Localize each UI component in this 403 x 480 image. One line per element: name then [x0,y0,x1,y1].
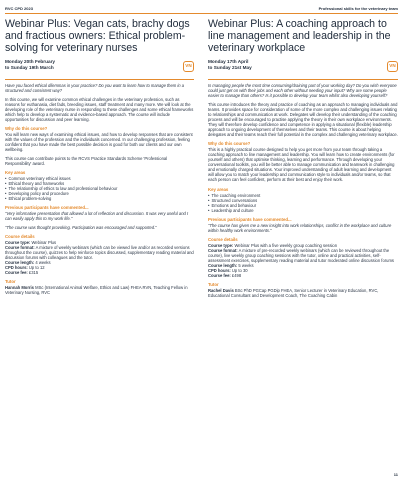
why-heading: Why do this course? [5,126,48,132]
section-divider [208,79,398,80]
header-rule [5,13,398,14]
detail-course-type: Course type: Webinar Plus [5,239,57,245]
tutor-heading: Tutor [208,282,219,288]
list-item: • The relationship of ethics to law and professional behaviour [5,186,194,191]
course-title: Webinar Plus: A coaching approach to line management and leadership in the veterinary workplace [208,18,391,55]
previous-participants-heading: Previous participants have commented... [5,205,89,211]
why-text: You will learn new ways of examining ethical issues, and how to develop responses that are consistent with the values of the profession and the individuals concerned. In our challenging profession, feeling confident that you have made the best possible decision is good for both our clients and our own wellbeing. [5,132,193,153]
date-start: Monday 17th April [208,58,249,64]
course-dates [5,59,194,79]
detail-course-fee: Course fee: £315 [5,269,39,275]
intro-text: This course introduces the theory and practice of coaching as an approach to managing individuals and teams. It provides space for consideration of some of the more complex and challenging issues relating to relationships and communication at work. Delegates will develop their understanding of the coaching process and will be encouraged to practise applying the theory in their own workplace environments. They will therefore develop confidence and competence in applying a situational (flexible) leadership approach to ongoing development of themselves and their teams. This course is about helping delegates and their teams reach their full potential in the complex and challenging veterinary workplace. [208,101,398,138]
page-header [5,4,398,12]
intro-question: Is managing people the most time consuming/draining part of your working day? Do you wish everyone could just get on with their jobs and each other without needing your input? Why are some people easier to manage than others? Is it possible to develop your team whilst also developing yourself? [208,83,397,99]
date-end: to Sunday 19th March [5,64,54,70]
section-divider [5,79,194,80]
key-areas-list [208,193,398,213]
why-heading: Why do this course? [208,141,251,147]
detail-course-length: Course length: 5 weeks [208,262,254,268]
date-start: Monday 20th February [5,58,56,64]
list-item: • Common veterinary ethical issues [5,176,194,181]
list-item: • Leadership and culture [208,208,398,213]
course-dates [208,59,398,79]
testimonial-quote: "The course has given me a new insight into work relationships, conflict in the workplace and culture within healthy work environments." [208,222,392,233]
scheme-text: This course can contribute points to the RCVS Practice Standards Scheme 'Professional Responsibility' award. [5,155,168,166]
detail-cpd-hours: CPD hours: Up to 12 [5,264,45,270]
course-vegan-cats [5,18,194,295]
detail-course-fee: Course fee: £498 [208,273,242,279]
list-item: • Ethical theory and frameworks [5,181,194,186]
list-item: • The coaching environment [208,193,398,198]
tutor-info: Hannah Morris MSc (International Animal Welfare, Ethics and Law) FHEA RVN, Teaching Fellow in Veterinary Nursing, RVC [5,285,188,296]
detail-cpd-hours: CPD hours: Up to 30 [208,268,248,274]
tutor-heading: Tutor [5,279,16,285]
intro-question: Have you faced ethical dilemmas in your practice? Do you want to learn how to manage them in a structured and consistent way? [5,83,185,94]
detail-course-type: Course type: Webinar Plus with a five weekly group coaching session [208,242,338,248]
list-item: • Structured conversations [208,198,398,203]
course-details-heading: Course details [5,233,35,239]
list-item: • Developing policy and procedure [5,191,194,196]
vn-badge-icon: VN [387,61,398,72]
intro-text: In this course, we will examine common ethical challenges in the veterinary profession, such as reasons for euthanasia, diet fads, breeding issues, staff treatment and many more. We will look at the developing role of the veterinary nurse in responding to these challenges and some ethical frameworks which help to develop a systematic and evidence-based approach. The course will include opportunities for discussion and peer learning. [5,96,194,122]
testimonial-quote: "The course was thought provoking. Participation was encouraged and supported." [5,224,157,230]
previous-participants-heading: Previous participants have commented... [208,216,292,222]
key-areas-list [5,176,194,201]
course-coaching [208,18,398,298]
list-item: • Emotions and behaviour [208,203,398,208]
testimonial-quote: "Very informative presentation that allowed a lot of reflection and discussion. It was very useful and I can easily apply this to my work life." [5,211,189,222]
key-areas-heading: Key areas [208,186,229,192]
key-areas-heading: Key areas [5,169,26,175]
detail-course-format: Course format: A mixture of pre-recorded weekly webinars (which can be reviewed throughout the course), live weekly group coaching sessions with the tutor, online and practical activities, self-assessment exercises, supplementary reading material and tutor moderated online discussion forums [208,247,394,263]
detail-course-length: Course length: 4 weeks [5,259,51,265]
tutor-info: Rachel Davis BSc PhD PGCap PGDip FHEA, Senior Lecturer in Veterinary Education, RVC, Educational Consultant and Development Coach, The Coaching Cabin [208,288,379,299]
detail-course-format: Course format: A mixture of weekly webinars (which can be viewed live and/or as recorded versions throughout the course), quizzes to help reinforce topics discussed, supplementary reading material and discussion forums with colleagues and the tutor. [5,244,194,260]
course-details-heading: Course details [208,236,238,242]
header-right: Professional skills for the veterinary team [318,5,398,11]
vn-badge-icon: VN [183,61,194,72]
header-left: RVC CPD 2023 [5,5,33,11]
why-text: This is a highly practical course designed to help you get more from your team through taking a coaching approach to line management and leadership. You will learn how to create environments (for yourself and others) that optimise thinking, learning and performance. Through developing your conversational toolkits, you will be better able to manage communication and teamwork in challenging and emotionally charged situations. Your improved understanding of adult learning and development will allow you to match your leadership and communication style to individuals and/or teams, so that each person can feel confident, perform at their best and enjoy their work. [208,147,395,183]
list-item: • Ethical problem-solving [5,196,194,201]
date-end: to Sunday 21st May [208,64,252,70]
course-title: Webinar Plus: Vegan cats, brachy dogs and fractious owners: Ethical problem-solving for veterinary nurses [5,18,190,55]
page-number: 11 [393,472,398,477]
